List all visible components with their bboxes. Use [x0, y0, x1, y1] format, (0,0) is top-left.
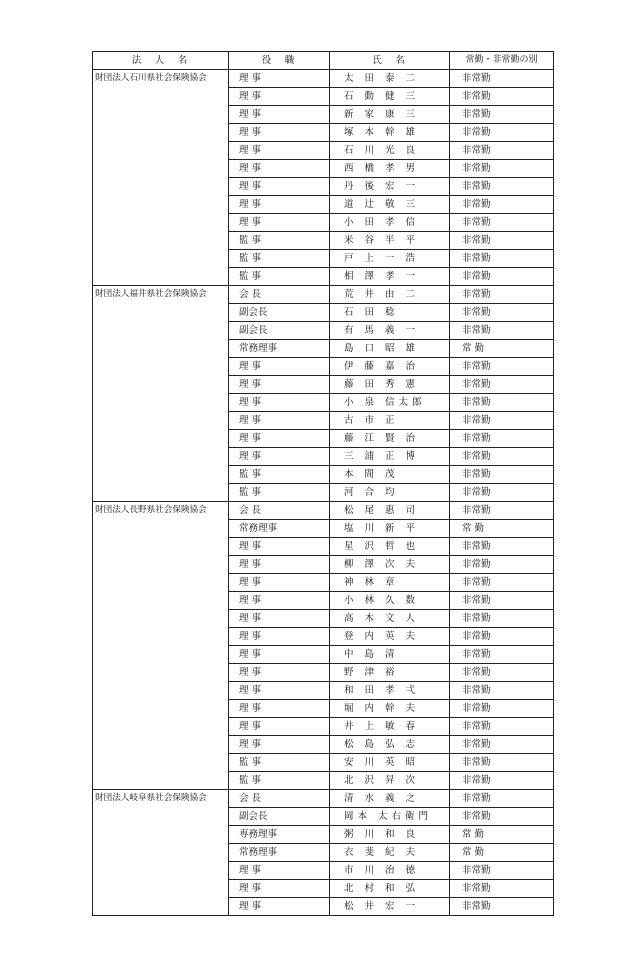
person-name-cell: 北 村 和 弘 — [330, 880, 450, 898]
employment-type-cell: 非常勤 — [450, 772, 554, 790]
person-name-cell: 丹 後 宏 一 — [330, 178, 450, 196]
employment-type-cell: 非常勤 — [450, 682, 554, 700]
employment-type-cell: 非常勤 — [450, 412, 554, 430]
person-name-cell: 北 沢 昇 次 — [330, 772, 450, 790]
position-cell: 専務理事 — [229, 826, 330, 844]
position-cell: 会 長 — [229, 502, 330, 520]
employment-type-cell: 非常勤 — [450, 700, 554, 718]
person-name-cell: 藤 江 賢 治 — [330, 430, 450, 448]
position-cell: 副会長 — [229, 322, 330, 340]
corporation-name: 財団法人石川県社会保険協会 — [93, 70, 229, 286]
position-cell: 理 事 — [229, 106, 330, 124]
employment-type-cell: 非常勤 — [450, 430, 554, 448]
employment-type-cell: 非常勤 — [450, 286, 554, 304]
person-name-cell: 相 澤 孝 一 — [330, 268, 450, 286]
employment-type-cell: 非常勤 — [450, 178, 554, 196]
position-cell: 理 事 — [229, 394, 330, 412]
person-name-cell: 井 上 敏 春 — [330, 718, 450, 736]
person-name-cell: 米 谷 半 平 — [330, 232, 450, 250]
employment-type-cell: 非常勤 — [450, 862, 554, 880]
employment-type-cell: 非常勤 — [450, 88, 554, 106]
employment-type-cell: 非常勤 — [450, 304, 554, 322]
position-cell: 理 事 — [229, 70, 330, 88]
person-name-cell: 高 木 文 人 — [330, 610, 450, 628]
person-name-cell: 神 林 章 — [330, 574, 450, 592]
person-name-cell: 荒 井 由 二 — [330, 286, 450, 304]
position-cell: 理 事 — [229, 142, 330, 160]
person-name-cell: 塩 川 新 平 — [330, 520, 450, 538]
person-name-cell: 三 浦 正 博 — [330, 448, 450, 466]
employment-type-cell: 常 勤 — [450, 340, 554, 358]
header-employment: 常勤・非常勤の別 — [450, 52, 554, 70]
position-cell: 監 事 — [229, 250, 330, 268]
table-body — [93, 70, 554, 916]
person-name-cell: 新 家 康 三 — [330, 106, 450, 124]
position-cell: 会 長 — [229, 790, 330, 808]
position-cell: 理 事 — [229, 592, 330, 610]
position-cell: 理 事 — [229, 898, 330, 916]
position-cell: 理 事 — [229, 358, 330, 376]
employment-type-cell: 非常勤 — [450, 610, 554, 628]
person-name-cell: 小 田 孝 信 — [330, 214, 450, 232]
corporation-name: 財団法人福井県社会保険協会 — [93, 286, 229, 502]
employment-type-cell: 非常勤 — [450, 268, 554, 286]
position-cell: 理 事 — [229, 448, 330, 466]
position-cell: 理 事 — [229, 376, 330, 394]
employment-type-cell: 非常勤 — [450, 754, 554, 772]
employment-type-cell: 非常勤 — [450, 628, 554, 646]
employment-type-cell: 非常勤 — [450, 196, 554, 214]
employment-type-cell: 非常勤 — [450, 376, 554, 394]
header-corporation: 法 人 名 — [93, 52, 229, 70]
position-cell: 理 事 — [229, 862, 330, 880]
position-cell: 理 事 — [229, 124, 330, 142]
person-name-cell: 本 間 茂 — [330, 466, 450, 484]
person-name-cell: 伊 藤 嘉 治 — [330, 358, 450, 376]
person-name-cell: 太 田 泰 二 — [330, 70, 450, 88]
header-name: 氏 名 — [330, 52, 450, 70]
position-cell: 理 事 — [229, 88, 330, 106]
person-name-cell: 松 尾 惠 司 — [330, 502, 450, 520]
person-name-cell: 岡本 太右衛門 — [330, 808, 450, 826]
person-name-cell: 堀 内 幹 夫 — [330, 700, 450, 718]
employment-type-cell: 常 勤 — [450, 844, 554, 862]
position-cell: 監 事 — [229, 232, 330, 250]
employment-type-cell: 非常勤 — [450, 538, 554, 556]
position-cell: 理 事 — [229, 160, 330, 178]
person-name-cell: 登 内 英 夫 — [330, 628, 450, 646]
employment-type-cell: 非常勤 — [450, 646, 554, 664]
corporation-name: 財団法人岐阜県社会保険協会 — [93, 790, 229, 916]
position-cell: 理 事 — [229, 718, 330, 736]
position-cell: 理 事 — [229, 880, 330, 898]
person-name-cell: 戸 上 一 浩 — [330, 250, 450, 268]
employment-type-cell: 非常勤 — [450, 502, 554, 520]
employment-type-cell: 非常勤 — [450, 106, 554, 124]
person-name-cell: 市 川 治 徳 — [330, 862, 450, 880]
position-cell: 常務理事 — [229, 844, 330, 862]
person-name-cell: 塚 本 幹 雄 — [330, 124, 450, 142]
employment-type-cell: 非常勤 — [450, 394, 554, 412]
employment-type-cell: 非常勤 — [450, 250, 554, 268]
person-name-cell: 清 水 義 之 — [330, 790, 450, 808]
position-cell: 監 事 — [229, 466, 330, 484]
position-cell: 理 事 — [229, 412, 330, 430]
employment-type-cell: 非常勤 — [450, 142, 554, 160]
person-name-cell: 石 動 健 三 — [330, 88, 450, 106]
employment-type-cell: 非常勤 — [450, 160, 554, 178]
person-name-cell: 道 辻 敬 三 — [330, 196, 450, 214]
position-cell: 理 事 — [229, 682, 330, 700]
person-name-cell: 西 橋 孝 男 — [330, 160, 450, 178]
employment-type-cell: 常 勤 — [450, 520, 554, 538]
employment-type-cell: 常 勤 — [450, 826, 554, 844]
person-name-cell: 松 島 弘 志 — [330, 736, 450, 754]
employment-type-cell: 非常勤 — [450, 484, 554, 502]
corporation-name: 財団法人長野県社会保険協会 — [93, 502, 229, 790]
employment-type-cell: 非常勤 — [450, 466, 554, 484]
employment-type-cell: 非常勤 — [450, 736, 554, 754]
position-cell: 理 事 — [229, 574, 330, 592]
table-row — [93, 286, 554, 304]
employment-type-cell: 非常勤 — [450, 790, 554, 808]
employment-type-cell: 非常勤 — [450, 880, 554, 898]
position-cell: 副会長 — [229, 808, 330, 826]
position-cell: 理 事 — [229, 646, 330, 664]
employment-type-cell: 非常勤 — [450, 664, 554, 682]
position-cell: 理 事 — [229, 610, 330, 628]
position-cell: 理 事 — [229, 214, 330, 232]
person-name-cell: 藤 田 秀 憲 — [330, 376, 450, 394]
person-name-cell: 星 沢 哲 也 — [330, 538, 450, 556]
header-row — [93, 52, 554, 70]
employment-type-cell: 非常勤 — [450, 322, 554, 340]
position-cell: 会 長 — [229, 286, 330, 304]
person-name-cell: 小 林 久 数 — [330, 592, 450, 610]
position-cell: 監 事 — [229, 268, 330, 286]
position-cell: 理 事 — [229, 196, 330, 214]
employment-type-cell: 非常勤 — [450, 124, 554, 142]
person-name-cell: 中 島 清 — [330, 646, 450, 664]
position-cell: 理 事 — [229, 178, 330, 196]
person-name-cell: 古 市 正 — [330, 412, 450, 430]
employment-type-cell: 非常勤 — [450, 214, 554, 232]
position-cell: 理 事 — [229, 430, 330, 448]
employment-type-cell: 非常勤 — [450, 232, 554, 250]
person-name-cell: 柳 澤 次 夫 — [330, 556, 450, 574]
employment-type-cell: 非常勤 — [450, 574, 554, 592]
employment-type-cell: 非常勤 — [450, 718, 554, 736]
employment-type-cell: 非常勤 — [450, 70, 554, 88]
position-cell: 理 事 — [229, 736, 330, 754]
position-cell: 理 事 — [229, 700, 330, 718]
person-name-cell: 石 田 稔 — [330, 304, 450, 322]
employment-type-cell: 非常勤 — [450, 898, 554, 916]
employment-type-cell: 非常勤 — [450, 358, 554, 376]
person-name-cell: 河 合 均 — [330, 484, 450, 502]
position-cell: 副会長 — [229, 304, 330, 322]
position-cell: 常務理事 — [229, 520, 330, 538]
position-cell: 理 事 — [229, 556, 330, 574]
employment-type-cell: 非常勤 — [450, 448, 554, 466]
table-row — [93, 70, 554, 88]
person-name-cell: 和 田 孝 弌 — [330, 682, 450, 700]
employment-type-cell: 非常勤 — [450, 592, 554, 610]
person-name-cell: 安 川 英 昭 — [330, 754, 450, 772]
person-name-cell: 石 川 光 良 — [330, 142, 450, 160]
position-cell: 理 事 — [229, 538, 330, 556]
position-cell: 監 事 — [229, 772, 330, 790]
position-cell: 監 事 — [229, 484, 330, 502]
officer-table — [92, 51, 554, 916]
person-name-cell: 島 口 昭 雄 — [330, 340, 450, 358]
person-name-cell: 小 泉 信太郎 — [330, 394, 450, 412]
employment-type-cell: 非常勤 — [450, 556, 554, 574]
position-cell: 監 事 — [229, 754, 330, 772]
person-name-cell: 粥 川 和 良 — [330, 826, 450, 844]
person-name-cell: 野 津 裕 — [330, 664, 450, 682]
table-row — [93, 790, 554, 808]
employment-type-cell: 非常勤 — [450, 808, 554, 826]
person-name-cell: 有 馬 義 一 — [330, 322, 450, 340]
header-position: 役 職 — [229, 52, 330, 70]
table-row — [93, 502, 554, 520]
person-name-cell: 衣 斐 紀 夫 — [330, 844, 450, 862]
position-cell: 理 事 — [229, 628, 330, 646]
person-name-cell: 松 井 宏 一 — [330, 898, 450, 916]
position-cell: 理 事 — [229, 664, 330, 682]
position-cell: 常務理事 — [229, 340, 330, 358]
